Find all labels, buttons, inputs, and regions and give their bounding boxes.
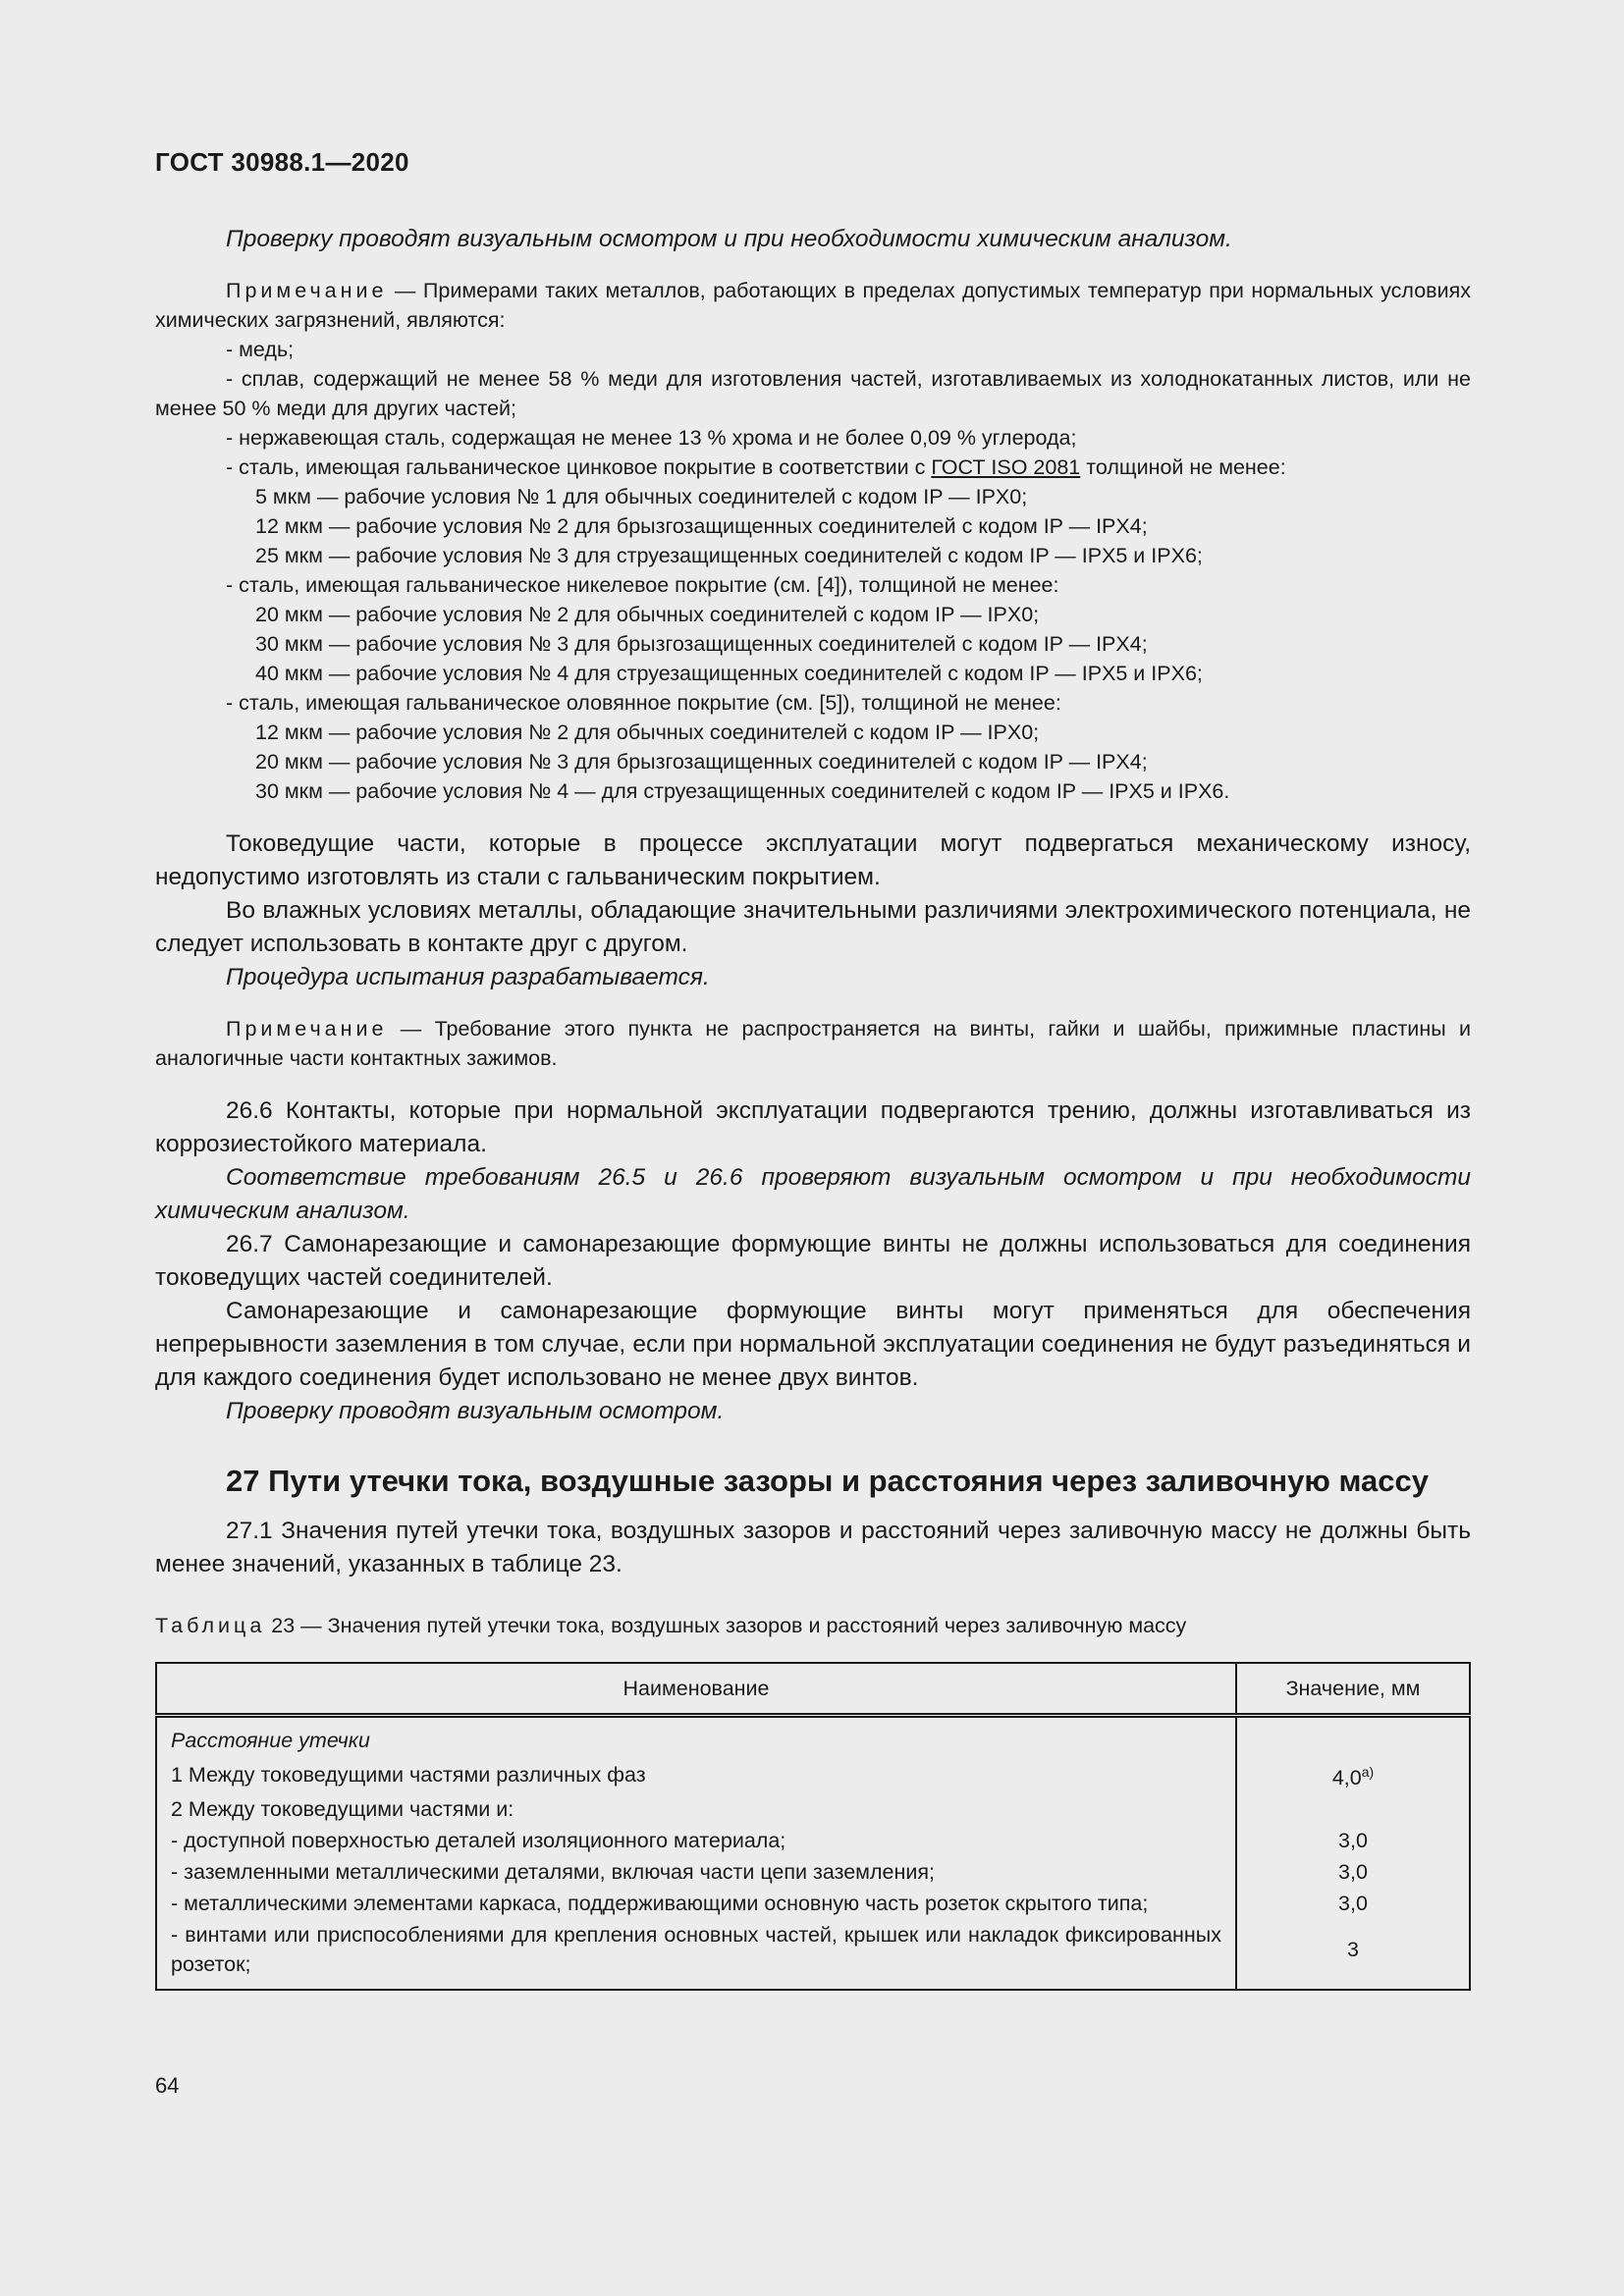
table-cell-name: - металлическими элементами каркаса, поддерживающими основную часть розеток скрытого типа; — [156, 1888, 1236, 1919]
table-row — [156, 1919, 1470, 1990]
table-cell-name: 2 Между токоведущими частями и: — [156, 1793, 1236, 1825]
clause-26-7: 26.7 Самонарезающие и самонарезающие формующие винты не должны использоваться для соединения токоведущих частей соединителей. — [155, 1231, 1471, 1291]
table-cell-name: - доступной поверхностью деталей изоляционного материала; — [156, 1825, 1236, 1856]
clause-27-1: 27.1 Значения путей утечки тока, воздушных зазоров и расстояний через заливочную массу не должны быть менее значений, указанных в таблице 23. — [155, 1518, 1471, 1577]
page-number: 64 — [155, 2073, 180, 2098]
wet-conditions-paragraph: Во влажных условиях металлы, обладающие значительными различиями электрохимического потенциала, не следует использовать в контакте друг с другом. — [155, 897, 1471, 957]
wear-paragraph: Токоведущие части, которые в процессе эксплуатации могут подвергаться механическому износу, недопустимо изготовлять из стали с гальваническим покрытием. — [155, 830, 1471, 890]
screws-paragraph: Самонарезающие и самонарезающие формующие винты могут применяться для обеспечения непрерывности заземления в том случае, если при нормальной эксплуатации соединения не будут разъединяться и для каждого соединения будет использовано не менее двух винтов. — [155, 1298, 1471, 1391]
table-cell-name: - винтами или приспособлениями для крепления основных частей, крышек или накладок фиксированных розеток; — [156, 1919, 1236, 1990]
note-item — [155, 453, 1471, 482]
data-table — [155, 1662, 1471, 1991]
note-subitem: 25 мкм — рабочие условия № 3 для струезащищенных соединителей с кодом IP — IPX5 и IPX6; — [255, 544, 1203, 567]
note-block — [155, 276, 1471, 806]
table-row — [156, 1825, 1470, 1856]
note-text: — Примерами таких металлов, работающих в пределах допустимых температур при нормальных условиях химических загрязнений, являются: — [155, 279, 1471, 332]
table-row — [156, 1793, 1470, 1825]
table-caption-text: 23 — Значения путей утечки тока, воздушных зазоров и расстояний через заливочную массу — [265, 1614, 1187, 1637]
table-row — [156, 1888, 1470, 1919]
table-cell-value: 3,0 — [1338, 1892, 1368, 1916]
section-heading: 27 Пути утечки тока, воздушные зазоры и расстояния через заливочную массу — [226, 1464, 1429, 1498]
note-subitem: 20 мкм — рабочие условия № 2 для обычных соединителей с кодом IP — IPX0; — [255, 603, 1040, 626]
document-header: ГОСТ 30988.1—2020 — [155, 147, 409, 177]
table-cell-name: - заземленными металлическими деталями, включая части цепи заземления; — [156, 1856, 1236, 1888]
note-block — [155, 1014, 1471, 1073]
table-row — [156, 1716, 1470, 1757]
note-subitem: 5 мкм — рабочие условия № 1 для обычных соединителей с кодом IP — IPX0; — [255, 485, 1028, 508]
note-text: — Требование этого пункта не распространяется на винты, гайки и шайбы, прижимные пластины и аналогичные части контактных зажимов. — [155, 1017, 1471, 1070]
note-item: - сталь, имеющая гальваническое никелевое покрытие (см. [4]), толщиной не менее: — [226, 573, 1059, 597]
table-row — [156, 1856, 1470, 1888]
table-cell-value: 3 — [1347, 1938, 1359, 1962]
note-intro — [155, 276, 1471, 335]
gost-iso-2081-link[interactable]: ГОСТ ISO 2081 — [931, 455, 1081, 479]
note-subitem: 30 мкм — рабочие условия № 4 — для струезащищенных соединителей с кодом IP — IPX5 и IPX6. — [255, 779, 1230, 803]
note-item: - медь; — [226, 338, 295, 361]
note-subitem: 30 мкм — рабочие условия № 3 для брызгозащищенных соединителей с кодом IP — IPX4; — [255, 632, 1148, 656]
note-item-text: толщиной не менее: — [1080, 455, 1286, 479]
clause-26-6: 26.6 Контакты, которые при нормальной эксплуатации подвергаются трению, должны изготавливаться из коррозиестойкого материала. — [155, 1097, 1471, 1157]
column-header-value: Значение, мм — [1285, 1676, 1421, 1700]
note-subitem: 20 мкм — рабочие условия № 3 для брызгозащищенных соединителей с кодом IP — IPX4; — [255, 750, 1148, 774]
note-intro — [155, 1014, 1471, 1073]
footnote-marker: а) — [1361, 1764, 1375, 1780]
check-paragraph: Проверку проводят визуальным осмотром. — [226, 1398, 725, 1424]
note-item: - нержавеющая сталь, содержащая не менее 13 % хрома и не более 0,09 % углерода; — [226, 426, 1077, 450]
table-row — [156, 1756, 1470, 1793]
note-item-text: - сталь, имеющая гальваническое цинковое покрытие в соответствии с — [226, 455, 932, 479]
table-cell-value: $4,0^{а)}$ — [1331, 1764, 1375, 1790]
page-content — [155, 223, 1471, 1991]
table-header-row — [156, 1663, 1470, 1716]
note-item: - сплав, содержащий не менее 58 % меди для изготовления частей, изготавливаемых из холоднокатанных листов, или не менее 50 % меди для других частей; — [155, 367, 1471, 420]
procedure-paragraph: Процедура испытания разрабатывается. — [226, 964, 710, 990]
note-subitem: 40 мкм — рабочие условия № 4 для струезащищенных соединителей с кодом IP — IPX5 и IPX6; — [255, 662, 1203, 685]
check-paragraph: Проверку проводят визуальным осмотром и при необходимости химическим анализом. — [226, 226, 1232, 252]
table-group-title: Расстояние утечки — [156, 1716, 1236, 1757]
note-item: - сталь, имеющая гальваническое оловянное покрытие (см. [5]), толщиной не менее: — [226, 691, 1061, 715]
table-cell-value: 3,0 — [1338, 1860, 1368, 1885]
table-cell-value: 3,0 — [1338, 1829, 1368, 1853]
conformity-paragraph: Соответствие требованиям 26.5 и 26.6 проверяют визуальным осмотром и при необходимости химическим анализом. — [155, 1164, 1471, 1224]
table-caption — [155, 1611, 1471, 1640]
column-header-name: Наименование — [156, 1663, 1236, 1716]
note-label: Примечание — [226, 1017, 388, 1041]
table-cell-name: 1 Между токоведущими частями различных фаз — [156, 1756, 1236, 1793]
note-label: Примечание — [226, 279, 388, 302]
note-subitem: 12 мкм — рабочие условия № 2 для брызгозащищенных соединителей с кодом IP — IPX4; — [255, 514, 1148, 538]
note-subitem: 12 мкм — рабочие условия № 2 для обычных соединителей с кодом IP — IPX0; — [255, 721, 1040, 744]
table-caption-label: Таблица — [155, 1614, 266, 1637]
